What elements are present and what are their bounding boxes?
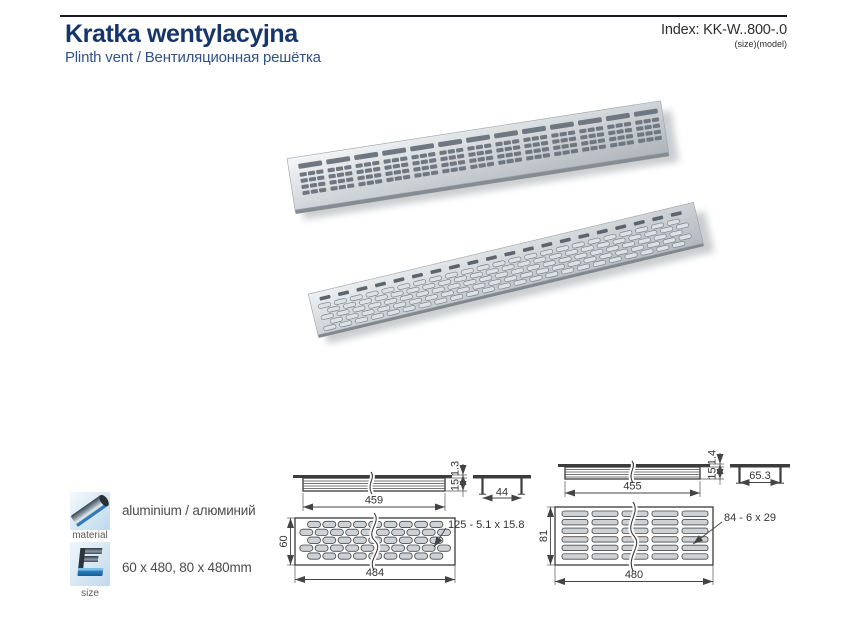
grille-slotted <box>287 99 679 220</box>
drawing-right <box>540 445 851 603</box>
size-iconbox <box>70 542 110 586</box>
index-note: (size)(model) <box>734 39 787 49</box>
dim-right-front-width: 480 <box>624 569 644 581</box>
dim-left-flange-thickness: 1.3 <box>449 460 462 477</box>
grille-oval <box>308 200 714 345</box>
size-icon <box>70 542 110 586</box>
right-holes-note: 84 - 6 x 29 <box>724 512 776 524</box>
left-section-view <box>473 475 531 499</box>
page-subtitle: Plinth vent / Вентиляционная решётка <box>65 49 321 66</box>
dim-left-front-height: 60 <box>278 535 290 548</box>
right-section-view <box>730 464 790 483</box>
dim-left-profile-length: 459 <box>364 494 384 507</box>
material-value: aluminium / алюминий <box>122 503 256 518</box>
dim-right-front-height: 81 <box>538 529 550 543</box>
right-profile-view <box>558 450 724 497</box>
left-profile-view <box>293 461 467 511</box>
dim-left-section-depth: 44 <box>495 486 509 499</box>
size-icon-label: size <box>81 588 99 599</box>
header-rule <box>60 15 787 17</box>
dim-right-profile-length: 455 <box>623 480 642 493</box>
left-front-view <box>278 513 524 583</box>
product-photo <box>282 142 718 357</box>
dim-left-front-width: 484 <box>365 567 385 579</box>
dim-right-section-depth: 65.3 <box>749 470 771 482</box>
index-code: Index: KK-W..800-.0 <box>661 22 787 38</box>
index-block <box>661 22 787 49</box>
drawing-left <box>278 452 544 600</box>
dim-right-profile-height: 15 <box>706 467 719 480</box>
left-holes-note: 125 - 5.1 x 15.8 <box>448 519 525 531</box>
dim-right-flange-thickness: 1.4 <box>706 449 719 466</box>
size-value: 60 x 480, 80 x 480mm <box>122 560 252 575</box>
right-front-view <box>538 502 776 585</box>
material-iconbox <box>70 492 110 530</box>
page-title: Kratka wentylacyjna <box>65 20 298 48</box>
material-icon <box>70 492 110 530</box>
material-icon-label: material <box>72 530 108 541</box>
dim-left-profile-height: 15 <box>449 478 462 492</box>
